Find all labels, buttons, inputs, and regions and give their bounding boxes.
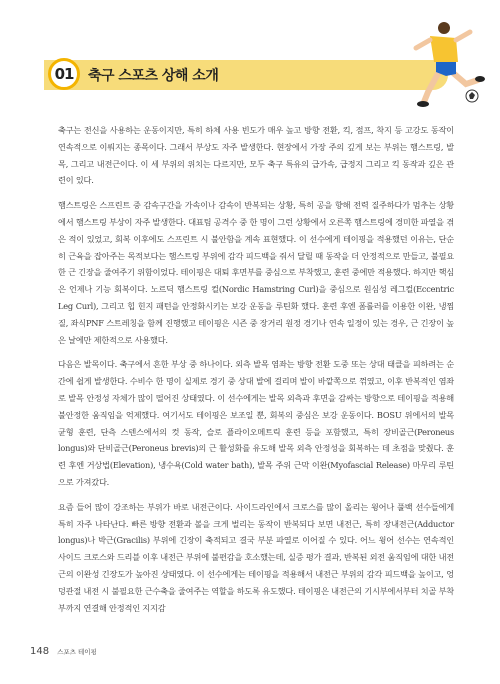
chapter-number: 01	[54, 65, 74, 83]
paragraph-adductor: 요즘 들어 많이 강조하는 부위가 바로 내전근이다. 사이드라인에서 크로스를 많이 올리는 윙어나 풀백 선수들에게 특히 자주 나타난다. 빠른 방향 전환과 볼을 크게 벌리는 동작이 반복되다 보면 내전근, 특히 장내전근(Adductor longus)나 박근(Gracilis) 부위에 긴장이 축적되고 결국 부분 파열로 이어질 수 있다. 어느 윙어 선수는 연속적인 사이드 크로스와 드리블 이후 내전근 부위에 불편감을 호소했는데, 실증 평가 결과, 반복된 외전 움직임에 대한 내전근의 이완성 긴장도가 높아진 상태였다. 이 선수에게는 테이핑을 적용해서 내전근 부위의 감각 피드백을 높이고, 엉덩관절 내전 시 불필요한 근수축을 줄여주는 역할을 하도록 유도했다. 테이핑은 내전근의 기시부에서부터 치골 부착부까지 연결해 안정적인 지지감	[58, 501, 454, 613]
article-body	[58, 122, 454, 624]
soccer-player-icon	[400, 22, 490, 112]
paragraph-intro: 축구는 전신을 사용하는 운동이지만, 특히 하체 사용 빈도가 매우 높고 방향 전환, 킥, 점프, 착지 등 고강도 동작이 연속적으로 이뤄지는 종목이다. 그래서 부상도 자주 발생한다. 현장에서 가장 주의 깊게 보는 부위는 햄스트링, 발목, 그리고 내전근이다. 이 세 부위의 위치는 다르지만, 모두 축구 특유의 급가속, 급정지 그리고 킥 동작과 깊은 관련이 있다.	[58, 125, 454, 186]
chapter-title: 축구 스포츠 상해 소개	[88, 68, 219, 84]
footer-book-title: 스포츠 테이핑	[57, 648, 97, 656]
chapter-number-badge	[48, 58, 80, 90]
page-footer	[30, 646, 97, 657]
paragraph-ankle: 다음은 발목이다. 축구에서 흔한 부상 중 하나이다. 외측 발목 염좌는 방향 전환 도중 또는 상대 태클을 피하려는 순간에 쉽게 발생한다. 수비수 한 명이 실제로 경기 중 상대 발에 걸리며 발이 바깥쪽으로 꺾였고, 이후 반복적인 염좌로 발목 안정성 자체가 많이 떨어진 상태였다. 이 선수에게는 발목 외측과 후면을 감싸는 방향으로 테이핑을 적용해 불안정한 움직임을 억제했다. 여기서도 테이핑은 보조일 뿐, 회복의 중심은 보강 운동이다. BOSU 위에서의 발목 균형 훈련, 단측 스텐스에서의 컷 동작, 슬로 플라이오메트릭 훈련 등을 포함했고, 특히 장비골근(Peroneus longus)와 단비골근(Peroneus brevis)의 근 활성화를 유도해 발목 외측 안정성을 회복하는 데 초점을 맞췄다. 훈련 후엔 거상법(Elevation), 냉수욕(Cold water bath), 발목 주위 근막 이완(Myofascial Release) 마무리 루틴으로 가져갔다.	[58, 359, 454, 487]
paragraph-hamstring: 햄스트링은 스프린트 중 감속구간을 가속이나 감속이 반복되는 상황, 특히 공을 향해 전력 질주하다가 멈추는 상황에서 햄스트링 부상이 자주 발생한다. 대표팀 공격수 중 한 명이 그런 상황에서 오른쪽 햄스트링에 경미한 파열을 겪은 적이 있었고, 회복 이후에도 스프린트 시 불안함을 계속 표현했다. 이 선수에게 테이핑을 적용했던 이유는, 단순히 근육을 잡아주는 목적보다는 햄스트링 부위에 감각 피드백을 줘서 달릴 때 동작을 더 안정적으로 만들고, 불필요한 근 긴장을 줄여주기 위함이었다. 테이핑은 대퇴 후면부를 중심으로 부착했고, 훈련 중에만 적용했다. 하지만 핵심은 언제나 기능 회복이다. 노르딕 햄스트링 컬(Nordic Hamstring Curl)을 중심으로 원심성 레그컬(Eccentric Leg Curl), 그리고 힙 힌지 패턴을 안정화시키는 보강 운동을 루틴화 했다. 훈련 후엔 폼롤러를 이용한 이완, 냉찜질, 좌식PNF 스트레칭을 함께 진행했고 테이핑은 시즌 중 장거리 원정 경기나 연속 일정이 있는 경우, 근 긴장이 높은 날에만 제한적으로 사용했다.	[58, 200, 454, 345]
page-number: 148	[30, 646, 50, 657]
